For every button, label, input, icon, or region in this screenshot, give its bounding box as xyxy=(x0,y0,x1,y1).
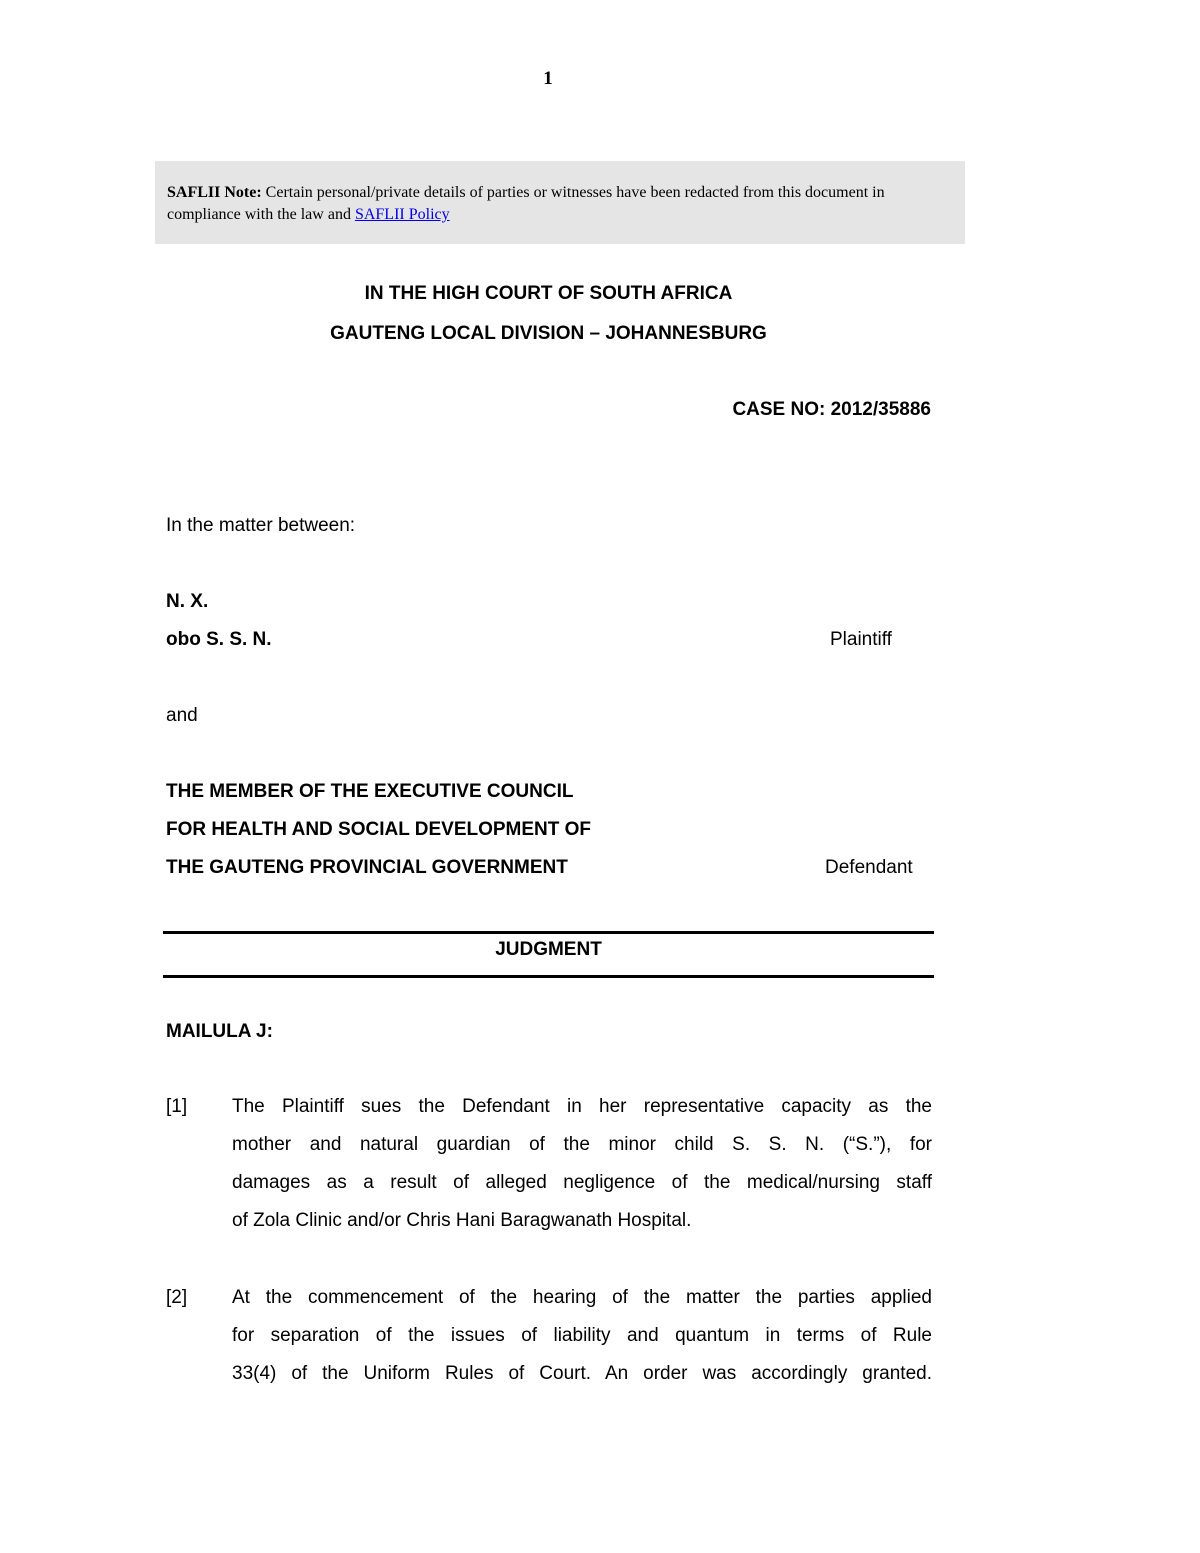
defendant-line-1: THE MEMBER OF THE EXECUTIVE COUNCIL xyxy=(166,781,574,802)
paragraph-line: of Zola Clinic and/or Chris Hani Baragwanath Hospital. xyxy=(232,1210,692,1231)
paragraph-number: [1] xyxy=(166,1096,188,1117)
paragraph-line: At the commencement of the hearing of the matter the parties applied xyxy=(232,1287,932,1308)
saflii-note-label: SAFLII Note: xyxy=(167,184,262,201)
saflii-policy-link[interactable]: SAFLII Policy xyxy=(354,206,450,223)
page-number: 1 xyxy=(543,68,553,89)
paragraph-line: 33(4) of the Uniform Rules of Court. An order was accordingly granted. xyxy=(232,1363,932,1384)
paragraph-number: [2] xyxy=(166,1287,188,1308)
defendant-line-3: THE GAUTENG PROVINCIAL GOVERNMENT xyxy=(166,857,568,878)
saflii-note-box xyxy=(155,161,965,244)
paragraph-line: damages as a result of alleged negligence of the medical/nursing staff xyxy=(232,1172,932,1193)
judgment-top-rule xyxy=(163,931,934,934)
matter-between: In the matter between: xyxy=(166,515,356,536)
saflii-note-text xyxy=(167,182,957,226)
plaintiff-role: Plaintiff xyxy=(830,629,892,650)
paragraph-line: mother and natural guardian of the minor child S. S. N. (“S.”), for xyxy=(232,1134,932,1155)
paragraph-line: The Plaintiff sues the Defendant in her representative capacity as the xyxy=(232,1096,932,1117)
plaintiff-obo: obo S. S. N. xyxy=(166,629,272,650)
defendant-role: Defendant xyxy=(825,857,913,878)
paragraph-line: for separation of the issues of liability and quantum in terms of Rule xyxy=(232,1325,932,1346)
defendant-line-2: FOR HEALTH AND SOCIAL DEVELOPMENT OF xyxy=(166,819,592,840)
case-number: CASE NO: 2012/35886 xyxy=(732,399,931,420)
plaintiff-name: N. X. xyxy=(166,591,209,612)
judge-name: MAILULA J: xyxy=(166,1021,273,1042)
court-name: IN THE HIGH COURT OF SOUTH AFRICA xyxy=(364,283,733,304)
court-division: GAUTENG LOCAL DIVISION – JOHANNESBURG xyxy=(330,323,767,344)
saflii-note-body: Certain personal/private details of parties or witnesses have been redacted from this document in compliance with the law and xyxy=(167,184,885,223)
and-separator: and xyxy=(166,705,198,726)
judgment-title: JUDGMENT xyxy=(495,939,602,960)
judgment-bottom-rule xyxy=(163,975,934,978)
